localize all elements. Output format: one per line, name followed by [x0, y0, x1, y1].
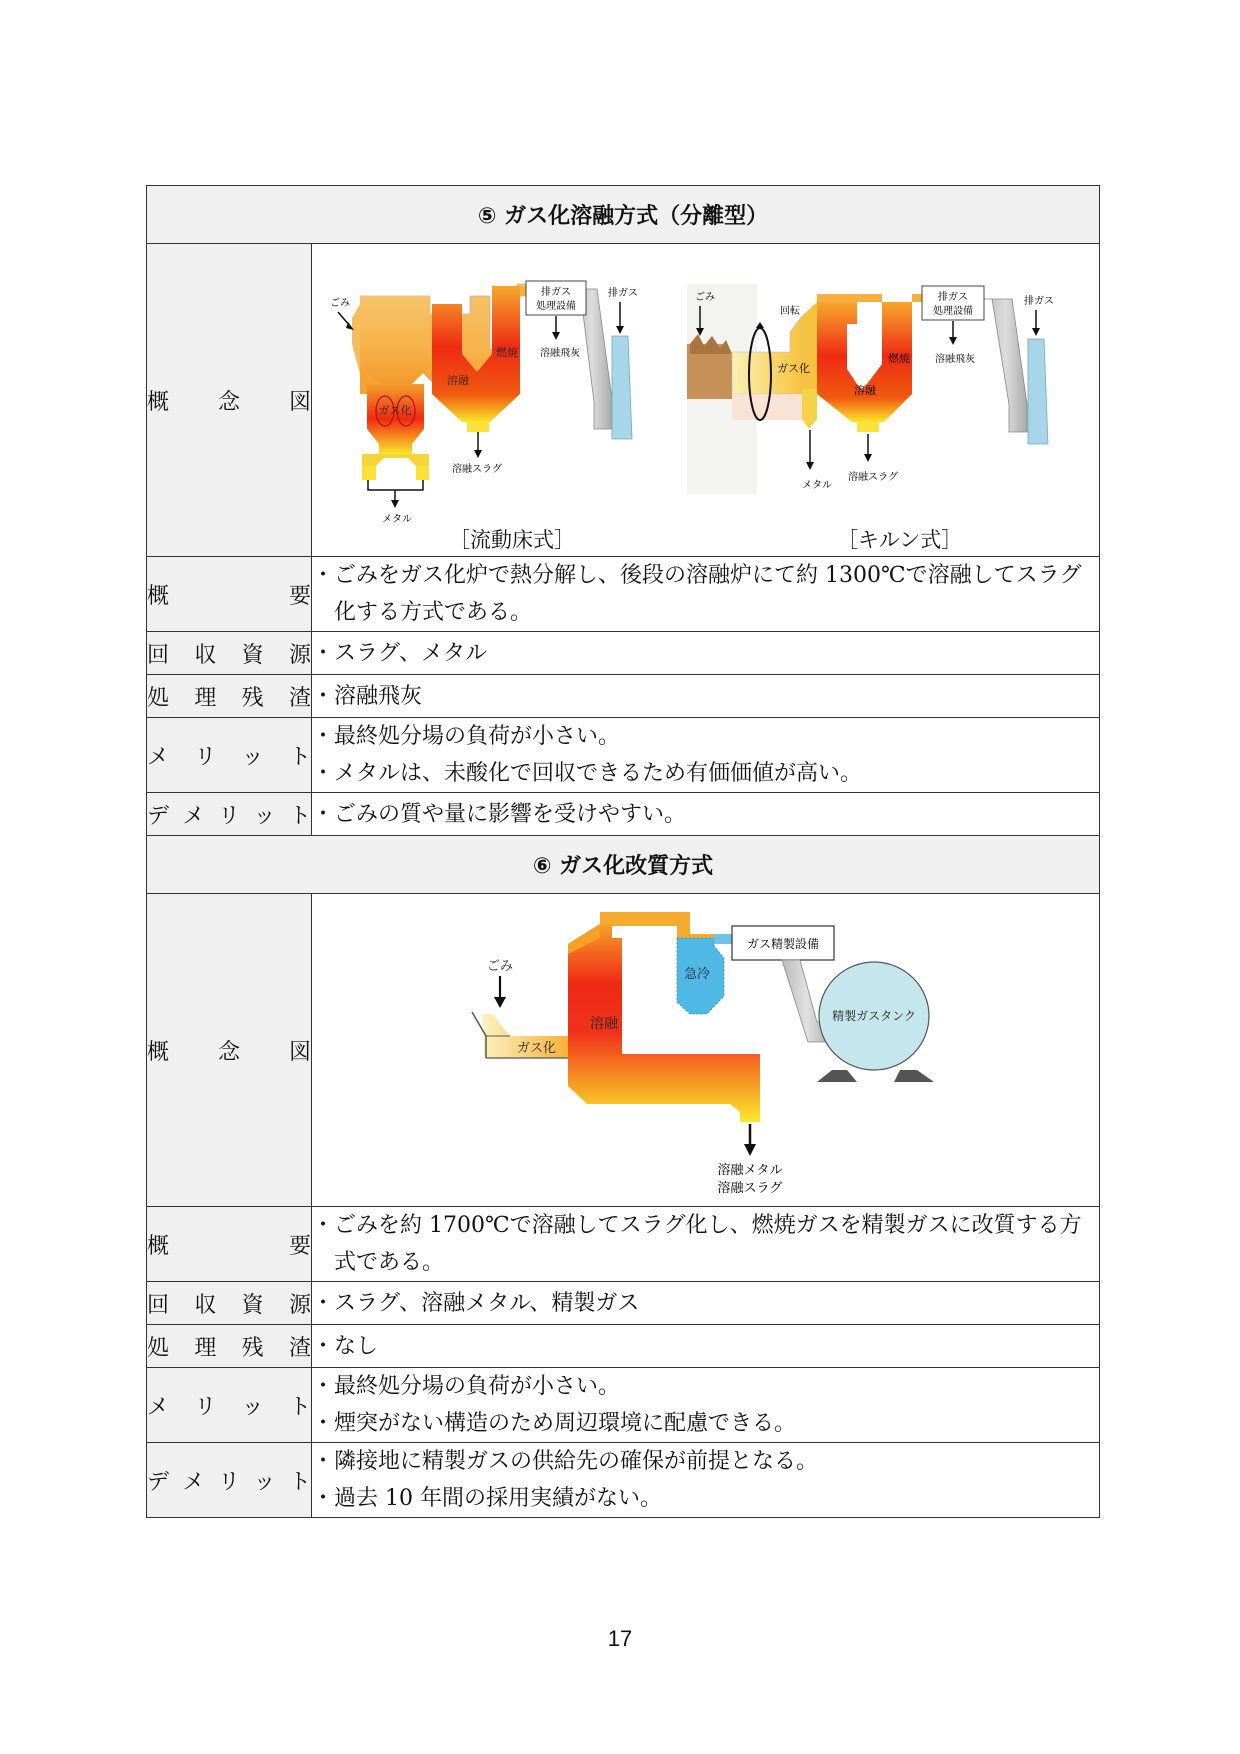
gasification-label: ガス化: [517, 1041, 557, 1056]
resources-5: ・スラグ、メタル: [312, 632, 1100, 675]
label-overview-6: 概 要: [147, 1207, 312, 1282]
fluid-gasification-label: ガス化: [378, 404, 412, 417]
label-residue-5: 処 理 残 渣: [147, 675, 312, 718]
kiln-system: [687, 284, 1054, 494]
kiln-slag-label: 溶融スラグ: [848, 472, 898, 483]
quench-label: 急冷: [684, 967, 711, 982]
label-concept-6: 概 念 図: [147, 894, 312, 1207]
kiln-gasification-label: ガス化: [777, 362, 810, 375]
concept-diagram-5: [312, 244, 1100, 557]
kiln-rotation-label: 回転: [780, 306, 800, 317]
fluid-melting-label: 溶融: [447, 374, 469, 387]
label-residue-6: 処 理 残 渣: [147, 1325, 312, 1368]
melting-label: 溶融: [590, 1016, 618, 1032]
fluid-exhaust-box-line1: 排ガス: [541, 287, 571, 298]
section6-title: ⑥ ガス化改質方式: [147, 836, 1100, 894]
label-demerit-6: デ メ リ ッ ト: [147, 1443, 312, 1518]
merits-5: [312, 718, 1100, 793]
label-merit-5: メ リ ッ ト: [147, 718, 312, 793]
outlet-metal-label: 溶融メタル: [717, 1163, 783, 1178]
kiln-exhaust-box-line2: 処理設備: [933, 306, 973, 317]
section5-title: ⑤ ガス化溶融方式（分離型）: [147, 186, 1100, 244]
page-number: 17: [607, 1626, 633, 1651]
fluid-fly-ash-label: 溶融飛灰: [540, 348, 580, 359]
caption-fluid-bed: ［流動床式］: [449, 528, 575, 552]
kiln-metal-label: メタル: [802, 480, 832, 491]
demerits-6: [312, 1443, 1100, 1518]
demerits-5: ・ごみの質や量に影響を受けやすい。: [312, 793, 1100, 836]
fluid-combustion-label: 燃焼: [496, 346, 518, 359]
kiln-exhaust-gas-label: 排ガス: [1024, 296, 1054, 307]
caption-kiln: ［キルン式］: [837, 528, 963, 552]
fluid-slag-label: 溶融スラグ: [452, 464, 502, 475]
kiln-melting-label: 溶融: [854, 384, 876, 397]
resources-6: ・スラグ、溶融メタル、精製ガス: [312, 1282, 1100, 1325]
merit-5-2: ・メタルは、未酸化で回収できるため有価価値が高い。: [312, 761, 863, 786]
gasification-reforming-diagram: [312, 894, 1100, 1206]
label-overview-5: 概 要: [147, 557, 312, 632]
label-resources-5: 回 収 資 源: [147, 632, 312, 675]
tank-label: 精製ガスタンク: [832, 1009, 916, 1023]
overview-6: [312, 1207, 1100, 1282]
fluid-bed-system: [330, 281, 638, 525]
merit-5-1: ・最終処分場の負荷が小さい。: [312, 724, 621, 749]
demerit-6-2: ・過去 10 年間の採用実績がない。: [312, 1486, 662, 1511]
fluid-gomi-label: ごみ: [330, 298, 350, 309]
fluid-exhaust-box-line2: 処理設備: [536, 301, 576, 312]
residue-6: ・なし: [312, 1325, 1100, 1368]
merit-6-2: ・煙突がない構造のため周辺環境に配慮できる。: [312, 1411, 797, 1436]
gomi-label: ごみ: [487, 959, 514, 974]
kiln-gomi-label: ごみ: [695, 292, 715, 303]
concept-diagram-6: [312, 894, 1100, 1207]
demerit-6-1: ・隣接地に精製ガスの供給先の確保が前提となる。: [312, 1449, 819, 1474]
label-resources-6: 回 収 資 源: [147, 1282, 312, 1325]
fluid-exhaust-gas-label: 排ガス: [608, 288, 638, 299]
label-merit-6: メ リ ッ ト: [147, 1368, 312, 1443]
residue-5: ・溶融飛灰: [312, 675, 1100, 718]
fluid-metal-label: メタル: [382, 514, 412, 525]
kiln-combustion-label: 燃焼: [888, 352, 910, 365]
gasification-melting-diagram: [312, 244, 1100, 556]
refining-label: ガス精製設備: [746, 937, 820, 951]
overview-5: [312, 557, 1100, 632]
merit-6-1: ・最終処分場の負荷が小さい。: [312, 1374, 621, 1399]
kiln-fly-ash-label: 溶融飛灰: [935, 354, 975, 365]
kiln-exhaust-box-line1: 排ガス: [938, 292, 968, 303]
outlet-slag-label: 溶融スラグ: [717, 1181, 783, 1196]
label-concept-5: 概 念 図: [147, 244, 312, 557]
label-demerit-5: デ メ リ ッ ト: [147, 793, 312, 836]
merits-6: [312, 1368, 1100, 1443]
overview-5-text: ・ごみをガス化炉で熱分解し、後段の溶融炉にて約 1300℃で溶融してスラグ化する方式である。: [312, 563, 1082, 625]
overview-6-text: ・ごみを約 1700℃で溶融してスラグ化し、燃焼ガスを精製ガスに改質する方式である。: [312, 1213, 1082, 1275]
process-table: [146, 185, 1100, 1518]
